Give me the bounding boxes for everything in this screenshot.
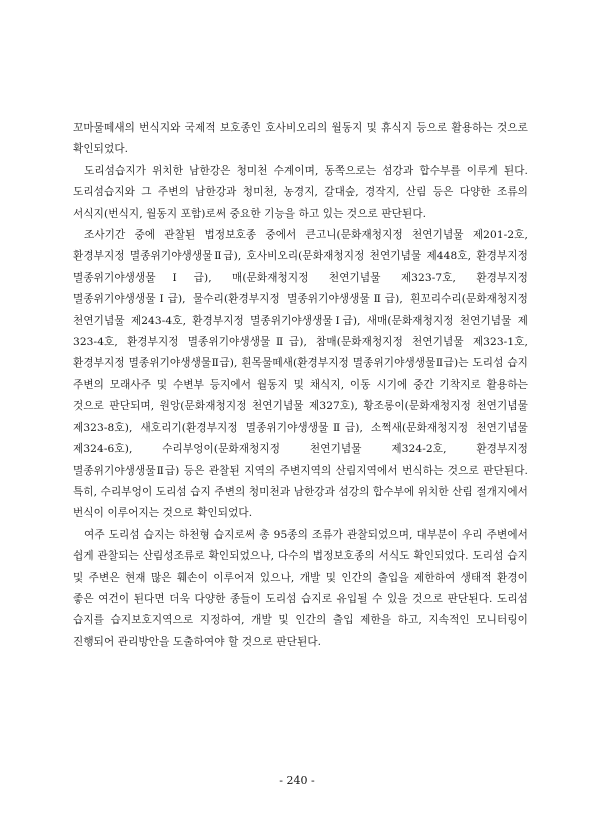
paragraph-continued: 꼬마물떼새의 번식지와 국제적 보호종인 호사비오리의 월동지 및 휴식지 등으로 활용하는 것으로 확인되었다.: [73, 122, 528, 156]
paragraph-conclusion: 여주 도리섬 습지는 하천형 습지로써 총 95종의 조류가 관찰되었으며, 대부분이 우리 주변에서 쉽게 관찰되는 산림성조류로 확인되었으나, 다수의 법정보호종의 서식도 확인되었다. 도리섬 습지 및 주변은 현재 많은 훼손이 이루어져 있으나, 개발 및 인간의 출입을 제한하여 생태적 환경이 좋은 여건이 된다면 더욱 다양한 종들이 도리섬 습지로 유입될 수 있을 것으로 판단된다. 도리섬 습지를 습지보호지역으로 지정하여, 개발 및 인간의 출입 제한을 하고, 지속적인 모니터링이 진행되어 관리방안을 도출하여야 할 것으로 판단된다.: [73, 528, 528, 648]
body-text: [73, 118, 528, 653]
page-number: - 240 -: [279, 774, 315, 787]
paragraph-protected-species: 조사기간 중에 관찰된 법정보호종 중에서 큰고니(문화재청지정 천연기념물 제201-2호, 환경부지정 멸종위기야생생물Ⅱ급), 호사비오리(문화재청지정 천연기념물 제448호, 환경부지정 멸종위기야생생물Ⅰ급), 매(문화재청지정 천연기념물 제323-7호, 환경부지정 멸종위기야생생물Ⅰ급), 물수리(환경부지정 멸종위기야생생물Ⅱ급), 흰꼬리수리(문화재청지정 천연기념물 제243-4호, 환경부지정 멸종위기야생생물Ⅰ급), 새매(문화재청지정 천연기념물 제 323-4호, 환경부지정 멸종위기야생생물Ⅱ급), 참매(문화재청지정 천연기념물 제323-1호, 환경부지정 멸종위기야생생물Ⅱ급), 흰목물떼새(환경부지정 멸종위기야생생물Ⅱ급)는 도리섬 습지 주변의 모래사주 및 수변부 등지에서 월동지 및 채식지, 이동 시기에 중간 기착지로 활용하는 것으로 판단되며, 원앙(문화재청지정 천연기념물 제327호), 황조롱이(문화재청지정 천연기념물 제323-8호), 새호리기(환경부지정 멸종위기야생생물Ⅱ급), 소쩍새(문화재청지정 천연기념물 제324-6호), 수리부엉이(문화재청지정 천연기념물 제324-2호, 환경부지정 멸종위기야생생물Ⅱ급) 등은 관찰된 지역의 주변지역의 산림지역에서 번식하는 것으로 판단된다. 특히, 수리부엉이 도리섬 습지 주변의 청미천과 남한강과 섬강의 합수부에 위치한 산림 절개지에서 번식이 이루어지는 것으로 확인되었다.: [73, 229, 528, 520]
paragraph-dorisum-location: 도리섬습지가 위치한 남한강은 청미천 수계이며, 동쪽으로는 섬강과 합수부를 이루게 된다. 도리섬습지와 그 주변의 남한강과 청미천, 농경지, 갈대숲, 경작지, 산림 등은 다양한 조류의 서식지(번식지, 월동지 포함)로써 중요한 기능을 하고 있는 것으로 판단된다.: [73, 164, 528, 220]
